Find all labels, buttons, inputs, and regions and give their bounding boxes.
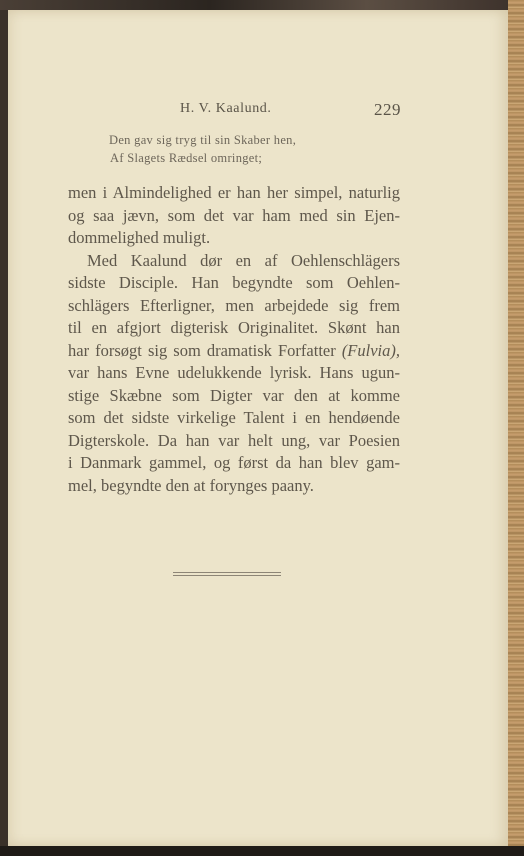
running-head: H. V. Kaalund. bbox=[180, 101, 272, 116]
text-line: sidste Disciple. Han begyndte som Oehlen- bbox=[68, 273, 400, 292]
text-line: til en afgjort digterisk Originalitet. Skønt han bbox=[68, 318, 400, 337]
page-number: 229 bbox=[374, 100, 401, 119]
text-line: mel, begyndte den at forynges paany. bbox=[68, 475, 314, 495]
text-line: Digterskole. Da han var helt ung, var Poesien bbox=[68, 430, 400, 450]
text-line: dommelighed muligt. bbox=[68, 228, 211, 247]
book-binding-top bbox=[0, 0, 524, 10]
verse-line: Af Slagets Rædsel omringet; bbox=[110, 151, 263, 165]
body-text bbox=[68, 182, 400, 497]
page-header bbox=[8, 101, 508, 121]
book-binding-bottom bbox=[0, 846, 524, 856]
text-line: stige Skæbne som Digter var den at komme bbox=[68, 385, 400, 405]
text-line: og saa jævn, som det var ham med sin Ejen- bbox=[68, 205, 400, 225]
text-run: har forsøgt sig som dramatisk Forfatter bbox=[68, 340, 342, 360]
text-line: schlägers Efterligner, men arbejdede sig frem bbox=[68, 295, 400, 315]
page-edges bbox=[508, 0, 524, 856]
text-line: som det sidste virkelige Talent i en hendøende bbox=[68, 408, 400, 427]
play-title-italic: (Fulvia), bbox=[341, 340, 400, 360]
text-line: var hans Evne udelukkende lyrisk. Hans ugun- bbox=[68, 363, 400, 382]
text-line: Med Kaalund dør en af Oehlenschlägers bbox=[87, 250, 400, 270]
book-page bbox=[8, 10, 508, 846]
text-line: men i Almindelighed er han her simpel, naturlig bbox=[68, 183, 400, 202]
text-line: i Danmark gammel, og først da han blev gam- bbox=[68, 453, 400, 472]
verse-line: Den gav sig tryg til sin Skaber hen, bbox=[109, 133, 297, 147]
text-line bbox=[68, 340, 400, 363]
section-end-rule bbox=[173, 572, 281, 576]
verse-quote bbox=[109, 131, 296, 167]
